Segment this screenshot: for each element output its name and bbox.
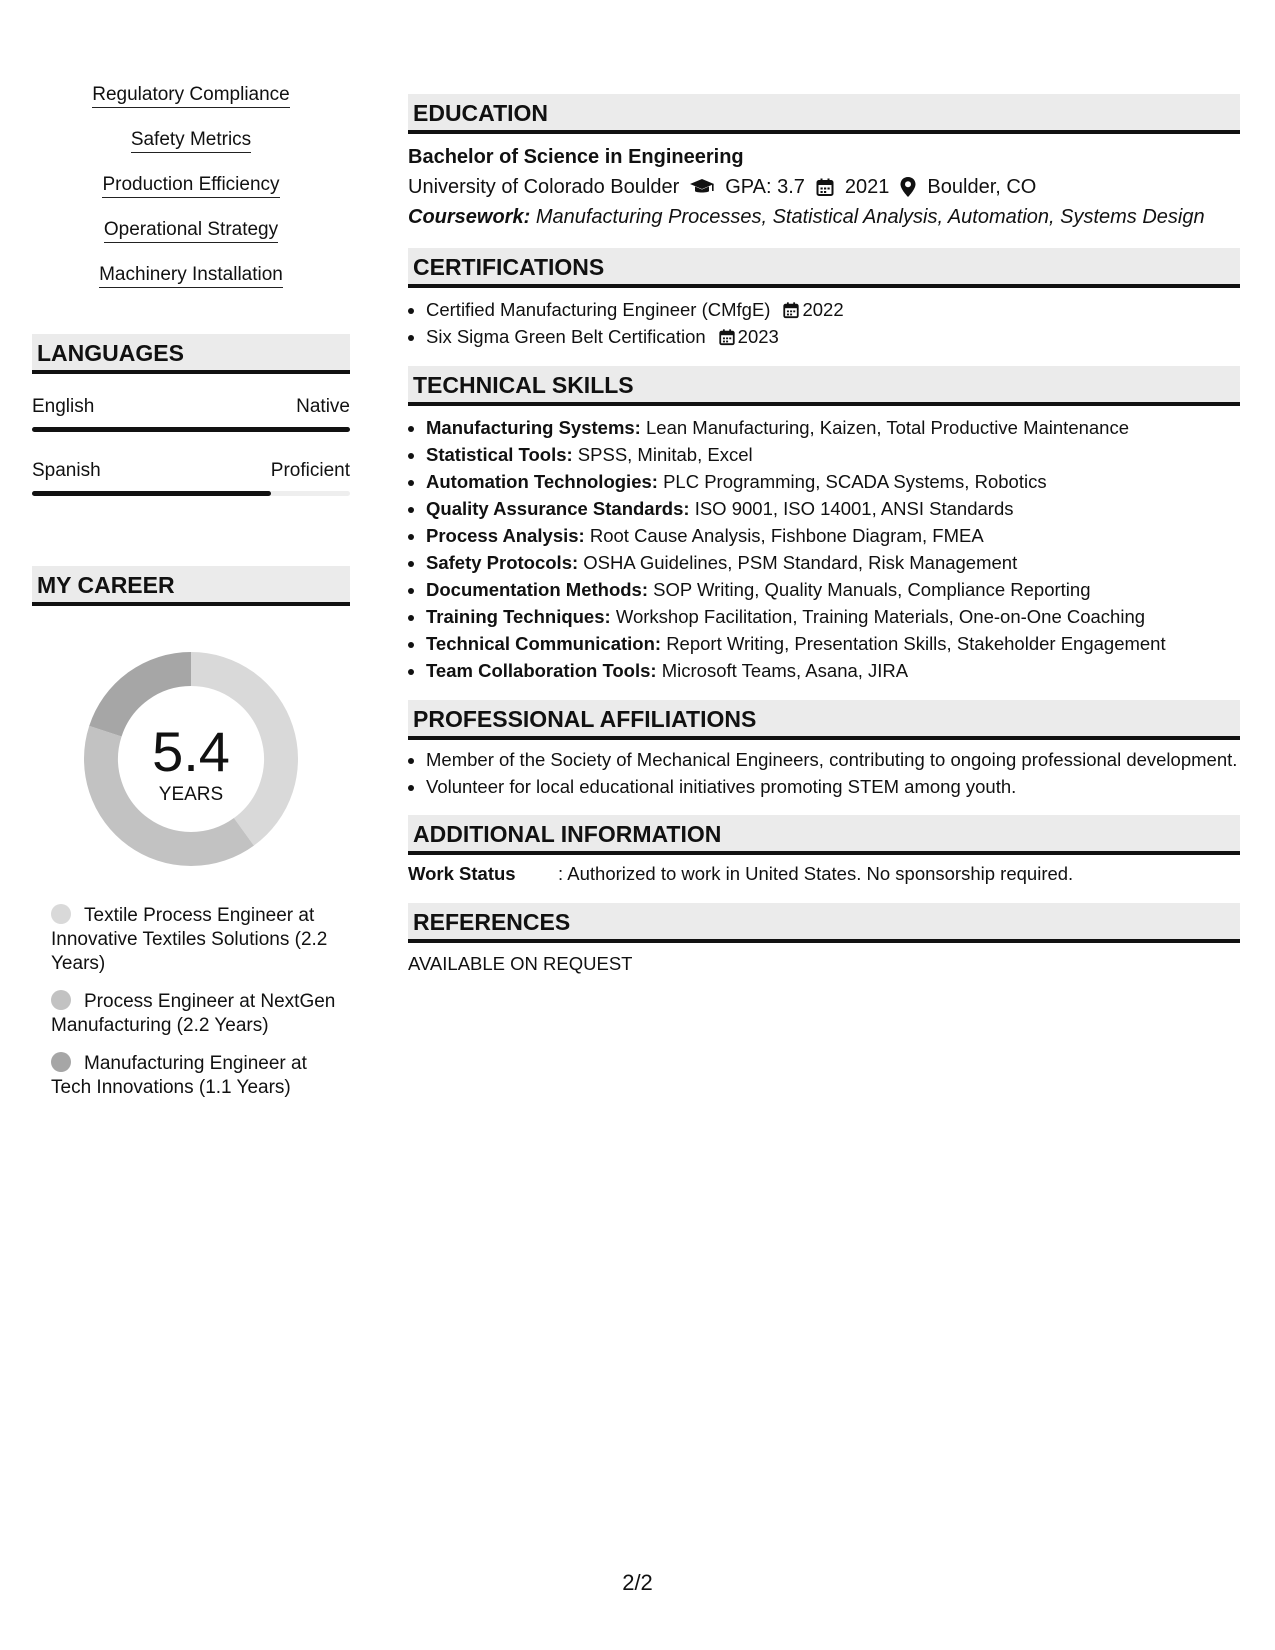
certifications-heading: CERTIFICATIONS bbox=[408, 248, 1240, 288]
languages-heading: LANGUAGES bbox=[32, 334, 350, 374]
school-location: Boulder, CO bbox=[927, 176, 1037, 198]
technical-skills-heading: TECHNICAL SKILLS bbox=[408, 366, 1240, 406]
language-bar-fill bbox=[32, 491, 271, 496]
calendar-icon bbox=[782, 301, 800, 319]
career-donut bbox=[76, 644, 306, 874]
affiliation-item: • Volunteer for local educational initiatives promoting STEM among youth. bbox=[426, 775, 1240, 799]
career-item: Process Engineer at NextGen Manufacturing (2.2 Years) bbox=[51, 991, 336, 1036]
career-legend bbox=[32, 904, 350, 1100]
references-section bbox=[408, 903, 1240, 975]
technical-skill-item: • Automation Technologies: PLC Programming, SCADA Systems, Robotics bbox=[426, 468, 1240, 495]
gpa: GPA: 3.7 bbox=[725, 176, 805, 198]
skill-item: Production Efficiency bbox=[32, 174, 350, 198]
work-status-row bbox=[408, 863, 1240, 885]
affiliations-section bbox=[408, 700, 1240, 799]
language-level: Proficient bbox=[270, 460, 350, 481]
skill-item: Machinery Installation bbox=[32, 264, 350, 288]
technical-skill-item: • Statistical Tools: SPSS, Minitab, Excel bbox=[426, 441, 1240, 468]
skills-list bbox=[32, 84, 350, 288]
languages-section bbox=[32, 334, 350, 496]
work-status-value: : Authorized to work in United States. No sponsorship required. bbox=[558, 863, 1074, 884]
skill-item: Safety Metrics bbox=[32, 129, 350, 153]
certification-item: • Six Sigma Green Belt Certification 2023 bbox=[426, 323, 1240, 350]
career-item: Textile Process Engineer at Innovative Textiles Solutions (2.2 Years) bbox=[51, 905, 328, 974]
language-bar-fill bbox=[32, 427, 350, 432]
school-name: University of Colorado Boulder bbox=[408, 176, 680, 198]
language-item bbox=[32, 460, 350, 496]
coursework bbox=[408, 204, 1240, 230]
language-bar bbox=[32, 427, 350, 432]
technical-skills-list bbox=[408, 414, 1240, 684]
page-number: 2/2 bbox=[622, 1570, 653, 1595]
graduation-year: 2021 bbox=[844, 176, 890, 198]
career-total-years: 5.4 bbox=[152, 720, 230, 783]
legend-dot-icon bbox=[51, 904, 71, 924]
technical-skills-section bbox=[408, 366, 1240, 684]
technical-skill-item: • Team Collaboration Tools: Microsoft Teams, Asana, JIRA bbox=[426, 657, 1240, 684]
technical-skill-item: • Training Techniques: Workshop Facilitation, Training Materials, One-on-One Coaching bbox=[426, 603, 1240, 630]
technical-skill-item: • Documentation Methods: SOP Writing, Quality Manuals, Compliance Reporting bbox=[426, 576, 1240, 603]
additional-info-heading: ADDITIONAL INFORMATION bbox=[408, 815, 1240, 855]
certification-item: • Certified Manufacturing Engineer (CMfgE) 2022 bbox=[426, 296, 1240, 323]
technical-skill-item: • Manufacturing Systems: Lean Manufacturing, Kaizen, Total Productive Maintenance bbox=[426, 414, 1240, 441]
language-item bbox=[32, 396, 350, 432]
language-name: Spanish bbox=[32, 460, 101, 481]
skill-item: Operational Strategy bbox=[32, 219, 350, 243]
affiliations-heading: PROFESSIONAL AFFILIATIONS bbox=[408, 700, 1240, 740]
certifications-list bbox=[408, 296, 1240, 350]
coursework-label: Coursework: bbox=[408, 206, 531, 228]
technical-skill-item: • Process Analysis: Root Cause Analysis, Fishbone Diagram, FMEA bbox=[426, 522, 1240, 549]
location-pin-icon bbox=[899, 176, 917, 198]
technical-skill-item: • Quality Assurance Standards: ISO 9001, ISO 14001, ANSI Standards bbox=[426, 495, 1240, 522]
education-heading: EDUCATION bbox=[408, 94, 1240, 134]
technical-skill-item: • Safety Protocols: OSHA Guidelines, PSM Standard, Risk Management bbox=[426, 549, 1240, 576]
additional-info-section bbox=[408, 815, 1240, 885]
language-level: Native bbox=[296, 396, 350, 417]
degree-title: Bachelor of Science in Engineering bbox=[408, 146, 744, 168]
graduation-cap-icon bbox=[689, 177, 715, 197]
certification-year: 2023 bbox=[737, 326, 779, 347]
language-bar bbox=[32, 491, 350, 496]
references-text: AVAILABLE ON REQUEST bbox=[408, 953, 633, 974]
left-column bbox=[32, 84, 350, 1114]
calendar-icon bbox=[718, 328, 736, 346]
affiliations-list bbox=[408, 748, 1240, 799]
skill-item: Regulatory Compliance bbox=[32, 84, 350, 108]
calendar-icon bbox=[815, 177, 835, 197]
affiliation-item: • Member of the Society of Mechanical Engineers, contributing to ongoing professional development. bbox=[426, 748, 1240, 772]
career-years-label: YEARS bbox=[158, 784, 224, 805]
legend-dot-icon bbox=[51, 1052, 71, 1072]
technical-skill-item: • Technical Communication: Report Writing, Presentation Skills, Stakeholder Engagement bbox=[426, 630, 1240, 657]
right-column bbox=[408, 94, 1240, 975]
certification-year: 2022 bbox=[802, 299, 844, 320]
legend-dot-icon bbox=[51, 990, 71, 1010]
career-heading: MY CAREER bbox=[32, 566, 350, 606]
career-section bbox=[32, 566, 350, 1100]
work-status-label: Work Status bbox=[408, 863, 516, 884]
certifications-section bbox=[408, 248, 1240, 350]
language-name: English bbox=[32, 396, 95, 417]
coursework-list: Manufacturing Processes, Statistical Analysis, Automation, Systems Design bbox=[535, 206, 1205, 228]
references-heading: REFERENCES bbox=[408, 903, 1240, 943]
education-section bbox=[408, 94, 1240, 230]
education-meta bbox=[408, 174, 1240, 200]
career-item: Manufacturing Engineer at Tech Innovations (1.1 Years) bbox=[51, 1053, 307, 1098]
